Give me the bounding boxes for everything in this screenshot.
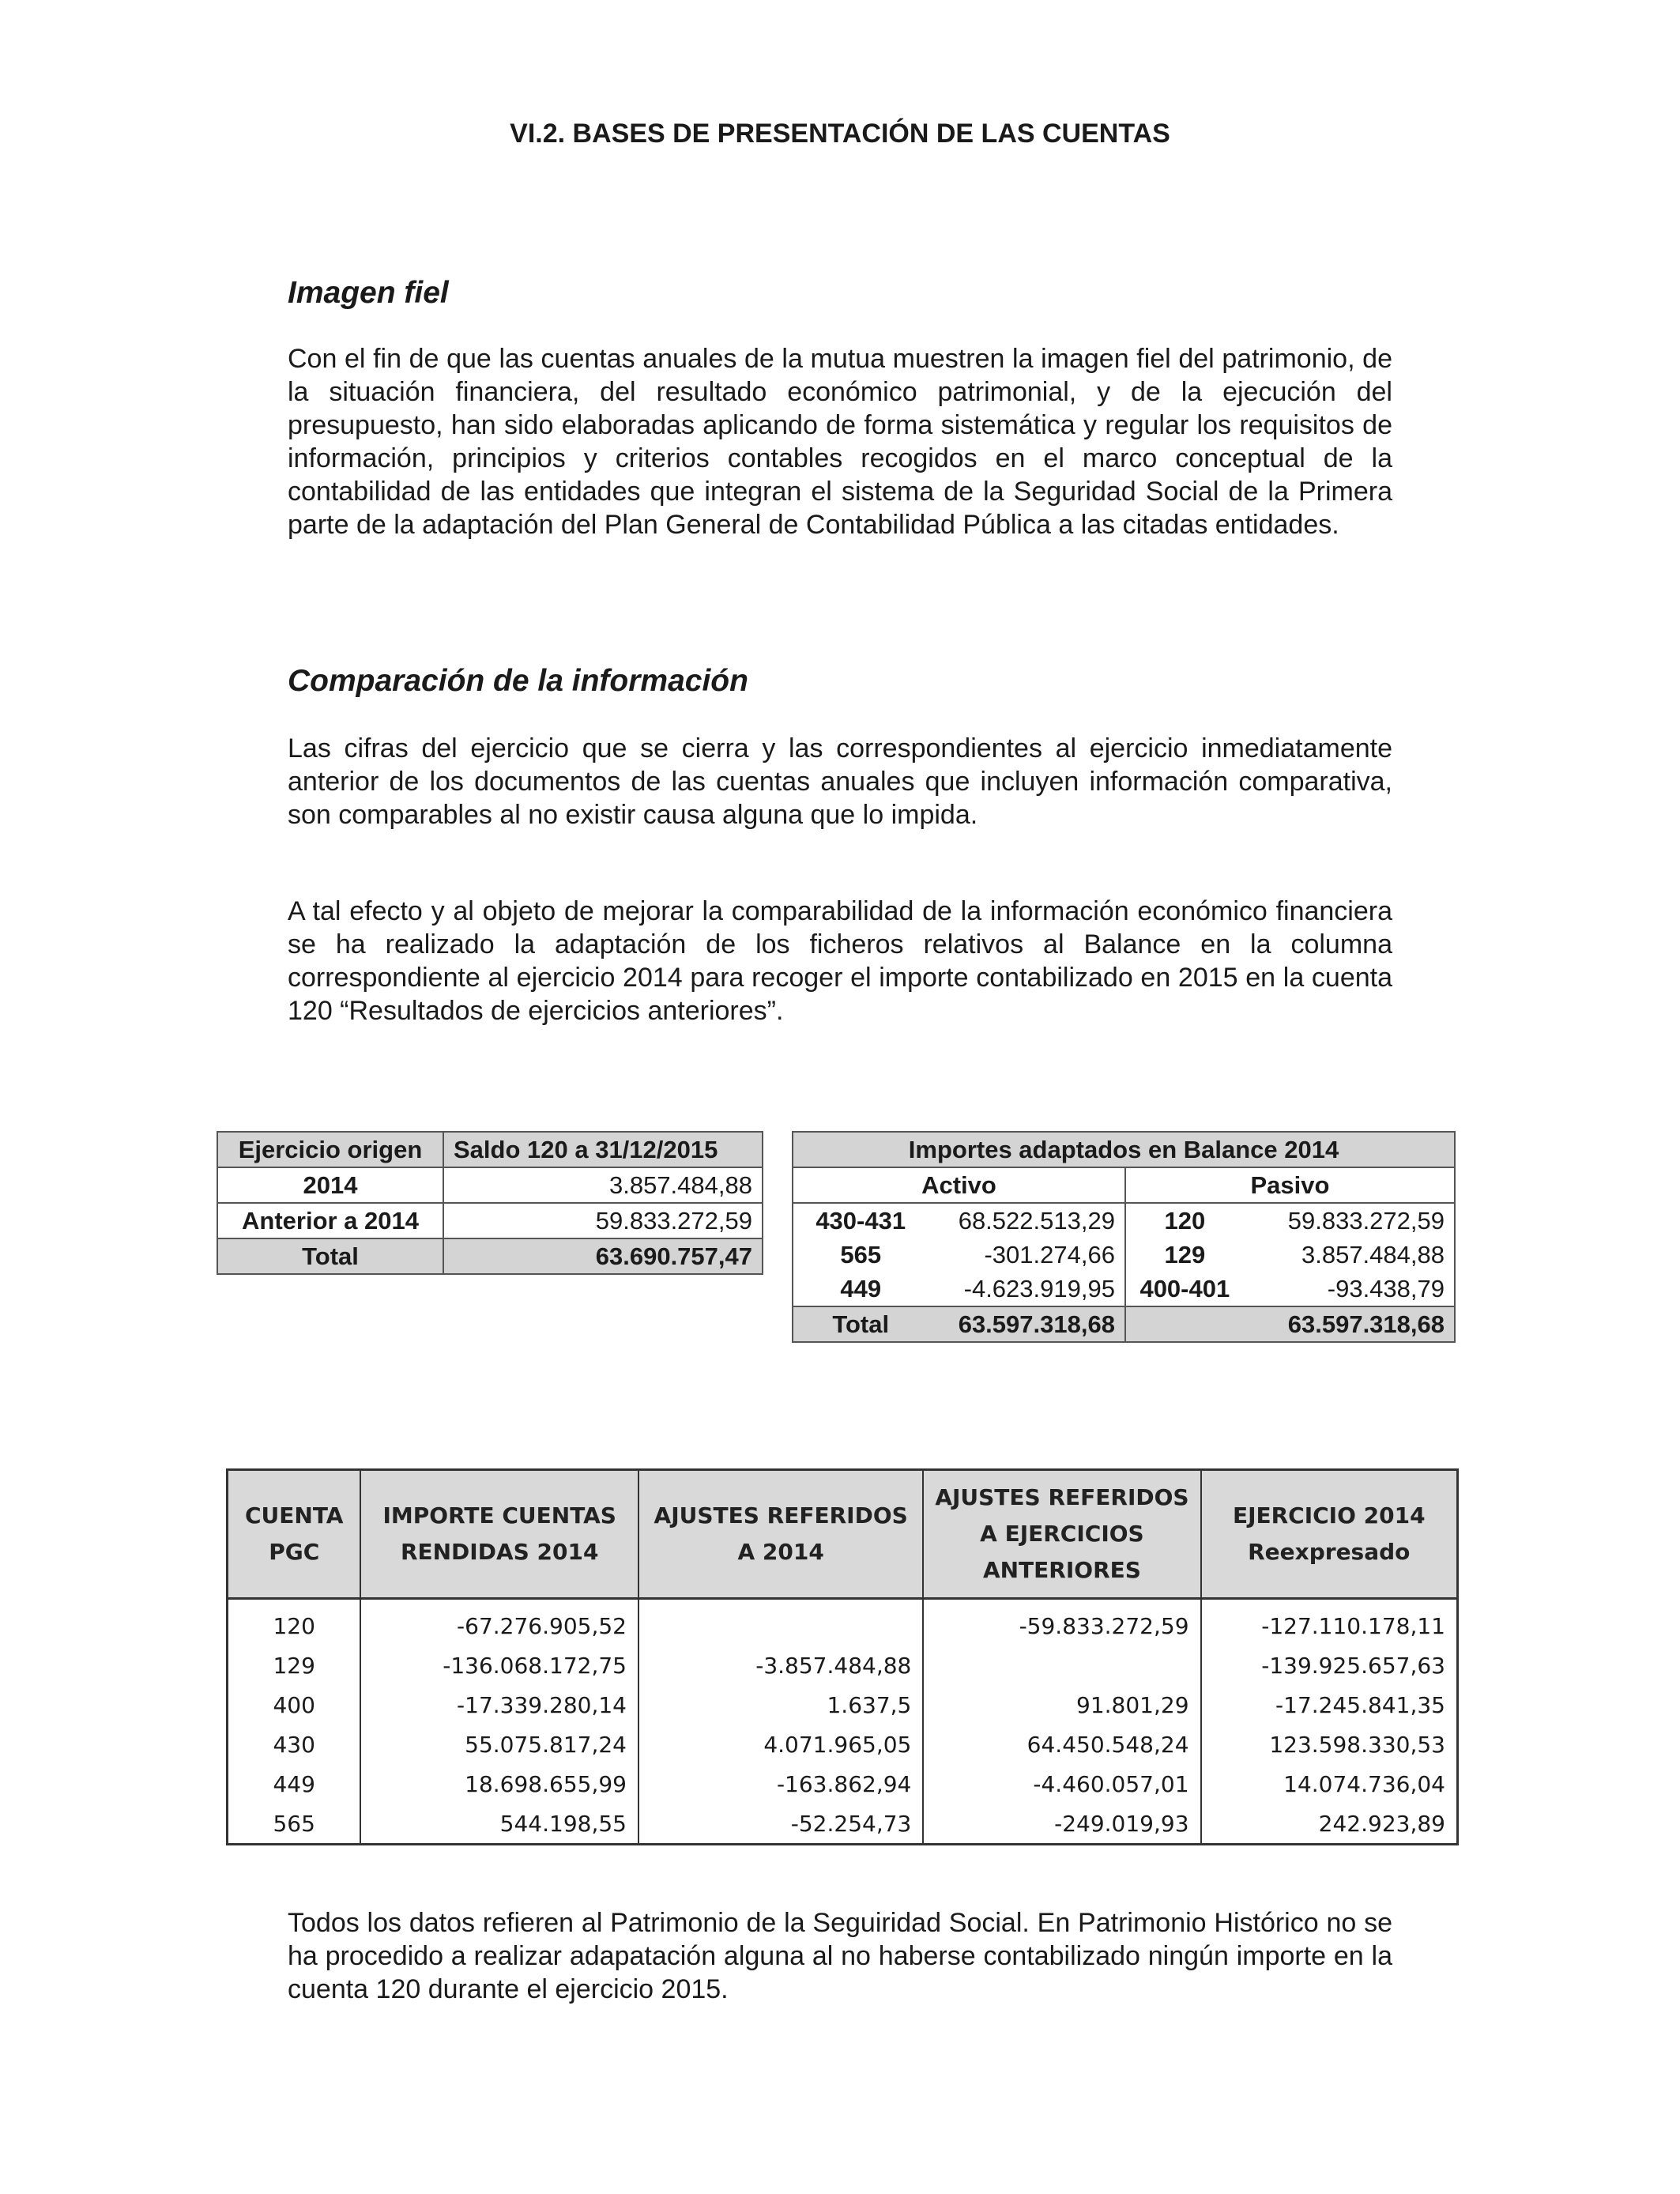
column-header: AJUSTES REFERIDOS A EJERCICIOS ANTERIORES <box>923 1470 1200 1599</box>
table-cell: -59.833.272,59 <box>923 1599 1200 1646</box>
table-row <box>228 1764 1458 1804</box>
table-cell: -139.925.657,63 <box>1201 1646 1458 1685</box>
column-header-activo: Activo <box>793 1167 1125 1203</box>
table-cell: 123.598.330,53 <box>1201 1725 1458 1764</box>
column-header: Saldo 120 a 31/12/2015 <box>443 1132 763 1167</box>
table-cell: Total <box>793 1306 928 1342</box>
table-cell: 3.857.484,88 <box>1244 1238 1455 1272</box>
table-cell: 120 <box>228 1599 361 1646</box>
table-cell: -67.276.905,52 <box>360 1599 638 1646</box>
table-cell: -52.254,73 <box>638 1804 923 1845</box>
table-row <box>228 1725 1458 1764</box>
table-cell: -127.110.178,11 <box>1201 1599 1458 1646</box>
table-cell: -4.460.057,01 <box>923 1764 1200 1804</box>
column-header: AJUSTES REFERIDOS A 2014 <box>638 1470 923 1599</box>
table-row <box>228 1685 1458 1725</box>
section-heading-imagen-fiel: Imagen fiel <box>288 276 449 310</box>
table-cell: 544.198,55 <box>360 1804 638 1845</box>
table-cell: -163.862,94 <box>638 1764 923 1804</box>
table-total-row <box>793 1306 1455 1342</box>
table-cell: 3.857.484,88 <box>443 1167 763 1203</box>
footer-paragraph: Todos los datos refieren al Patrimonio de la Seguiridad Social. En Patrimonio Histórico no se ha procedido a realizar adapatación alguna al no haberse contabilizado ningún importe en la cuenta 120 durante el ejercicio 2015. <box>288 1908 1392 2004</box>
table-row <box>228 1599 1458 1646</box>
table-cell: 63.597.318,68 <box>1244 1306 1455 1342</box>
table-header-row <box>228 1470 1458 1599</box>
table-subheader-row <box>793 1167 1455 1203</box>
table-cell: 565 <box>793 1238 928 1272</box>
table-cell: 63.597.318,68 <box>928 1306 1125 1342</box>
paragraph-imagen-fiel: Con el fin de que las cuentas anuales de la mutua muestren la imagen fiel del patrimonio, de la situación financiera, del resultado económico patrimonial, y de la ejecución del presupuesto, han sido elaboradas aplicando de forma sistemática y regular los requisitos de información, principios y criterios contables recogidos en el marco conceptual de la contabilidad de las entidades que integran el sistema de la Seguridad Social de la Primera parte de la adaptación del Plan General de Contabilidad Pública a las citadas entidades. <box>288 344 1392 540</box>
table-cell: Total <box>217 1238 443 1274</box>
table-total-row <box>217 1238 763 1274</box>
importes-adaptados-table <box>792 1131 1456 1343</box>
table-cell: -4.623.919,95 <box>928 1272 1125 1306</box>
table-cell: -301.274,66 <box>928 1238 1125 1272</box>
section-heading-comparacion: Comparación de la información <box>288 664 748 698</box>
table-row <box>228 1804 1458 1845</box>
saldo-120-table <box>217 1131 763 1275</box>
table-cell: 120 <box>1125 1203 1244 1238</box>
table-cell: 400-401 <box>1125 1272 1244 1306</box>
table-cell: 59.833.272,59 <box>443 1203 763 1238</box>
table-cell: 68.522.513,29 <box>928 1203 1125 1238</box>
table-cell: 4.071.965,05 <box>638 1725 923 1764</box>
reexpresion-table <box>226 1468 1459 1845</box>
table-header-row <box>217 1132 763 1167</box>
page-title: VI.2. BASES DE PRESENTACIÓN DE LAS CUENTAS <box>510 119 1170 149</box>
table-cell: -17.339.280,14 <box>360 1685 638 1725</box>
table-row <box>217 1203 763 1238</box>
paragraph-comparacion-1: Las cifras del ejercicio que se cierra y las correspondientes al ejercicio inmediatamente anterior de los documentos de las cuentas anuales que incluyen información comparativa, son comparables al no existir causa alguna que lo impida. <box>288 733 1392 830</box>
table-cell: 18.698.655,99 <box>360 1764 638 1804</box>
table-title: Importes adaptados en Balance 2014 <box>793 1132 1455 1167</box>
table-cell: 400 <box>228 1685 361 1725</box>
table-cell: 14.074.736,04 <box>1201 1764 1458 1804</box>
table-cell: 55.075.817,24 <box>360 1725 638 1764</box>
table-cell: 449 <box>793 1272 928 1306</box>
column-header: CUENTA PGC <box>228 1470 361 1599</box>
table-cell: 59.833.272,59 <box>1244 1203 1455 1238</box>
table-cell <box>1125 1306 1244 1342</box>
table-cell: 565 <box>228 1804 361 1845</box>
table-cell: 2014 <box>217 1167 443 1203</box>
column-header: IMPORTE CUENTAS RENDIDAS 2014 <box>360 1470 638 1599</box>
column-header: EJERCICIO 2014 Reexpresado <box>1201 1470 1458 1599</box>
table-cell: 129 <box>228 1646 361 1685</box>
table-row <box>228 1646 1458 1685</box>
table-cell: -93.438,79 <box>1244 1272 1455 1306</box>
paragraph-comparacion-2: A tal efecto y al objeto de mejorar la comparabilidad de la información económico financiera se ha realizado la adaptación de los ficheros relativos al Balance en la columna correspondiente al ejercicio 2014 para recoger el importe contabilizado en 2015 en la cuenta 120 “Resultados de ejercicios anteriores”. <box>288 896 1392 1026</box>
table-cell: 64.450.548,24 <box>923 1725 1200 1764</box>
table-row <box>793 1203 1455 1238</box>
table-cell: 242.923,89 <box>1201 1804 1458 1845</box>
table-cell: Anterior a 2014 <box>217 1203 443 1238</box>
table-cell: -136.068.172,75 <box>360 1646 638 1685</box>
table-cell <box>638 1599 923 1646</box>
table-cell: -17.245.841,35 <box>1201 1685 1458 1725</box>
table-cell: -249.019,93 <box>923 1804 1200 1845</box>
table-title-row <box>793 1132 1455 1167</box>
column-header-pasivo: Pasivo <box>1125 1167 1455 1203</box>
table-row <box>793 1272 1455 1306</box>
table-cell: -3.857.484,88 <box>638 1646 923 1685</box>
table-cell: 430 <box>228 1725 361 1764</box>
table-cell: 1.637,5 <box>638 1685 923 1725</box>
table-row <box>217 1167 763 1203</box>
column-header: Ejercicio origen <box>217 1132 443 1167</box>
table-cell: 63.690.757,47 <box>443 1238 763 1274</box>
table-cell <box>923 1646 1200 1685</box>
table-cell: 129 <box>1125 1238 1244 1272</box>
table-row <box>793 1238 1455 1272</box>
table-cell: 449 <box>228 1764 361 1804</box>
table-cell: 91.801,29 <box>923 1685 1200 1725</box>
table-cell: 430-431 <box>793 1203 928 1238</box>
